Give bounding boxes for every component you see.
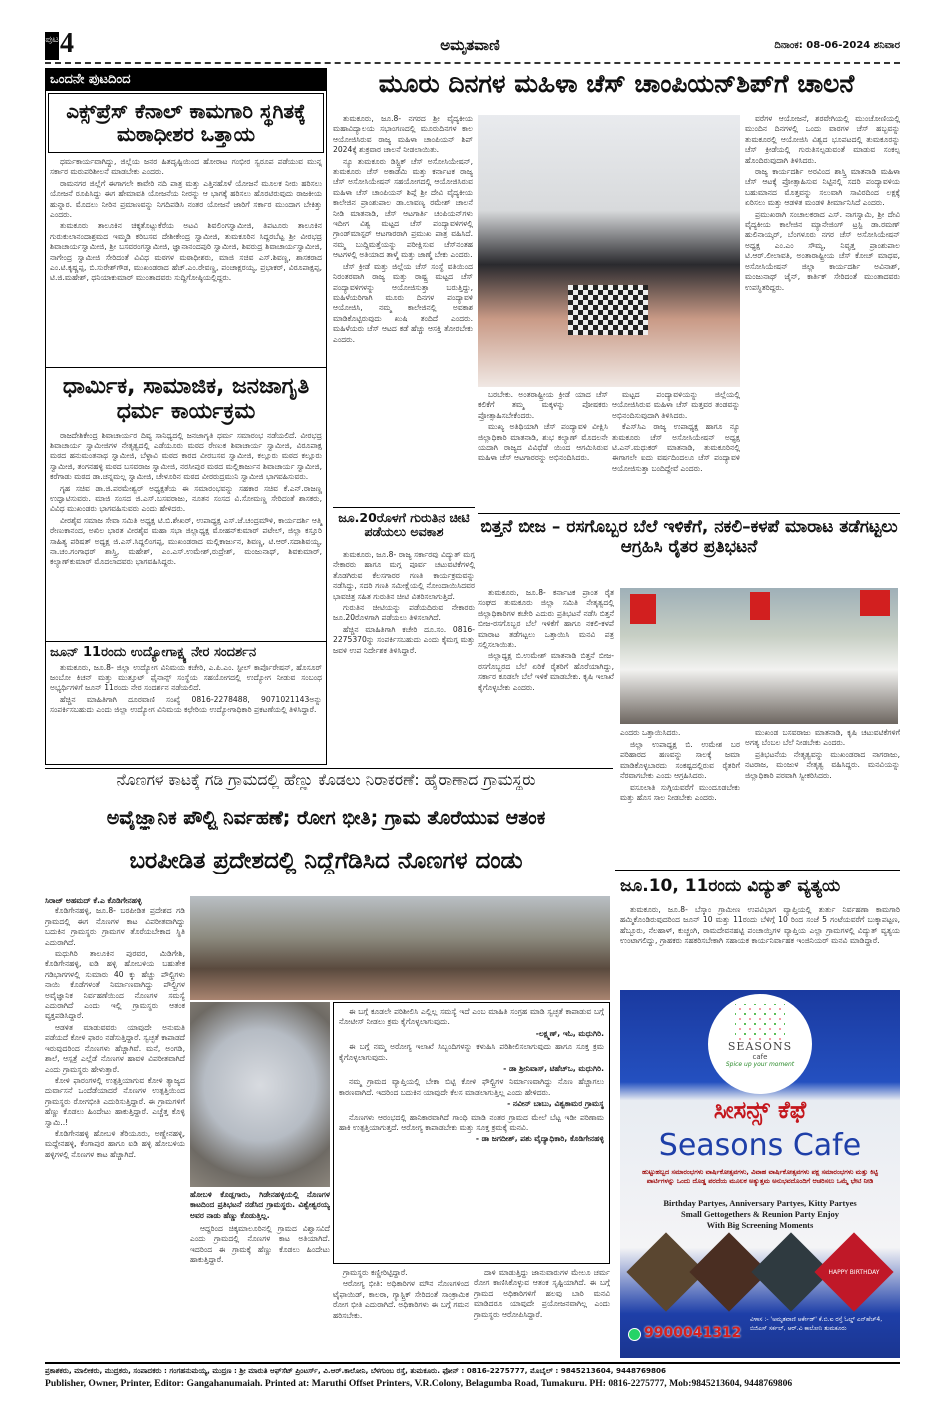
chess-col-right xyxy=(745,114,900,509)
desc-line: With Big Screening Moments xyxy=(706,1220,814,1230)
paragraph: ಪ್ರತಿಭಟನೆಯ ನೇತೃತ್ವವನ್ನು ಮುಖಂಡರಾದ ನಾಗರಾಜು, ನಟರಾಜ, ಮಂಜುಳ ನೇತೃತ್ವ ವಹಿಸಿದ್ದರು. ಮನವಿಯನ್ನು ಜಿಲ್ಲಾಧಿಕಾರಿ ಪರವಾಗಿ ಸ್ವೀಕರಿಸಿದರು. xyxy=(745,749,900,780)
chess-below-photo-2 xyxy=(612,390,740,510)
paragraph: ಮುಖಂಡ ಬಸವರಾಜು ಮಾತನಾಡಿ, ಕೃಷಿ ಚಟುವಟಿಕೆಗಳಿಗೆ ಅಗತ್ಯ ಬೆಂಬಲ ಬೆಲೆ ನೀಡಬೇಕು ಎಂದರು. xyxy=(745,728,900,748)
paragraph: ತುಮಕೂರು, ಜೂ.8- ರಾಜ್ಯ ಸರ್ಕಾರವು ವಿದ್ಯುತ್ ಮಗ್ಗ ನೇಕಾರರು ಹಾಗೂ ಮಗ್ಗ ಪೂರ್ವ ಚಟುವಟಿಕೆಗಳಲ್ಲಿ ತೊಡಗಿರುವ ಕೆಲಸಗಾರರ ಗಣತಿ ಕಾರ್ಯಕ್ರಮವನ್ನು ನಡೆಸಿದ್ದು, ಸದರಿ ಗಣತಿ ಸಮೀಕ್ಷೆಯಲ್ಲಿ ನೋಂದಾಯಿಸಿದವರ ಭಾವಚಿತ್ರ ಸಹಿತ ಗುರುತಿನ ಚೀಟಿ ವಿತರಿಸಲಾಗುತ್ತಿದೆ. xyxy=(333,550,475,601)
flies-title-2: ಬರಪೀಡಿತ ಪ್ರದೇಶದಲ್ಲಿ ನಿದ್ದೆಗೆಡಿಸಿದ ನೊಣಗಳ ದಂಡು xyxy=(129,848,523,874)
quote xyxy=(339,1042,604,1077)
cafe-logo xyxy=(708,994,812,1094)
farmers-col-1-end: ಎಂದರು ಒತ್ತಾಯಿಸಿದರು. xyxy=(620,728,681,737)
quote-author: - ಡಾ ಜಗದೀಶ್, ಪಶು ವೈದ್ಯಾಧಿಕಾರಿ, ಕೊಡಿಗೇನಹಳ್ಳಿ xyxy=(475,1134,604,1144)
photo-caption: ಹೋಬಳಿ ಕೊಡ್ಲಗಾರು, ಗಿಡೇನಹಳ್ಳಿಯಲ್ಲಿ ನೊಣಗಳ ಕಾಟದಿಂದ ಪ್ರತಿಭಟನೆ ನಡೆಸಿದ ಗ್ರಾಮಸ್ಥರು. ವಿಶ್ವೇಶ್ವರಯ್ಯ ಅವರ ನಾಡು ಹೆಣ್ಣು ಕೊಡುತ್ತಿಲ್ಲ. xyxy=(190,1190,330,1220)
paragraph: ರಾಮನಗರ ಜಿಲ್ಲೆಗೆ ಈಗಾಗಲೇ ಕಾವೇರಿ ನದಿ ಪಾತ್ರ ಮತ್ತು ಎತ್ತಿನಹೊಳೆ ಯೋಜನೆ ಮೂಲಕ ನೀರು ಹರಿಸಲು ಯೋಜನೆ ರೂಪಿಸಿದ್ದು ಈಗ ಹೇಮಾವತಿ ಯೋಜನೆಯ ನೀರನ್ನು ಆ ಭಾಗಕ್ಕೆ ಹರಿಸಲು ಹೊರಟಿರುವುದು ರಾಜಕೀಯ ಹುನ್ನಾರ. ಮೊದಲು ನೀರಿನ ಪ್ರಮಾಣವನ್ನು ನಿಗದಿಪಡಿಸಿ ನಂತರ ಯೋಜನೆ ಜಾರಿಗೆ ಸರ್ಕಾರ ಮುಂದಾಗ ಬೇಕಿತ್ತು ಎಂದರು. xyxy=(50,178,322,220)
quote-author: -ಲಕ್ಷ್ಮಣ್, ಇಓ, ಮಧುಗಿರಿ. xyxy=(535,1028,604,1038)
byline: ಸಿರಾಜ್ ಅಹಮದ್ ಕೆ.ಎ ಕೊಡಿಗೇನಹಳ್ಳಿ xyxy=(45,896,142,905)
quote xyxy=(339,1007,604,1042)
paragraph: ತುಮಕೂರು ತಾಲೂಕಿನ ಚಿಕ್ಕತೊಟ್ಲುಕೆರೆಯ ಅಟವಿ ಶಿವಲಿಂಗಸ್ವಾಮೀಜಿ, ತಿಪಟೂರು ತಾಲೂಕಿನ ಗುರುಕುಲಾನಂದಾಶ್ರಮದ ಇಮ್ಮಡಿ ಕರಿಬಸವ ದೇಶೀಕೇಂದ್ರ ಸ್ವಾಮೀಜಿ, ತುಮಕೂರಿನ ಸಿದ್ದರಬೆಟ್ಟ ಶ್ರೀ ವೀರಭದ್ರ ಶಿವಾಚಾರ್ಯಸ್ವಾಮೀಜಿ, ಶ್ರೀ ಬಸವರಂಗಸ್ವಾಮೀಜಿ, ಜ್ಞಾನಾನಂದಪುರಿ ಸ್ವಾಮೀಜಿ, ಶಿವರುದ್ರ ಶಿವಾಚಾರ್ಯಸ್ವಾಮೀಜಿ, ನಾಗೇಂದ್ರ ಸ್ವಾಮೀಜಿ ಸೇರಿದಂತೆ ವಿವಿಧ ಮಠಗಳ ಮಠಾಧೀಶರು, ಮಾಜಿ ಸಚಿವ ಎಸ್.ಶಿವಣ್ಣ, ಶಾಸಕರಾದ ಎಂ.ಟಿ.ಕೃಷ್ಣಪ್ಪ, ಬಿ.ಸುರೇಶ್‌ಗೌಡ, ಮುಖಂಡರಾದ ಹೆಚ್.ಎಂ.ರೇವಣ್ಣ, ಪಂಚಾಕ್ಷರಯ್ಯ, ಪ್ರಭಾಕರ್, ವಿರೂಪಾಕ್ಷಪ್ಪ, ಟಿ.ಜಿ.ಮಹೇಶ್, ಧನಿಯಾಕುಮಾರ್ ಮುಂತಾದವರು ಸುದ್ದಿಗೋಷ್ಠಿಯಲ್ಲಿದ್ದರು. xyxy=(50,221,322,283)
id-card-body xyxy=(333,550,475,765)
paragraph: ಧರ್ಮಕಾರ್ಯವಾಗಿದ್ದು, ಜಿಲ್ಲೆಯ ಜನರ ಹಿತದೃಷ್ಟಿಯಿಂದ ಹೋರಾಟ ಗಂಭೀರ ಸ್ವರೂಪ ಪಡೆಯುವ ಮುನ್ನ ಸರ್ಕಾರ ಮರುಪರಿಶೀಲನೆ ಮಾಡಬೇಕು ಎಂದರು. xyxy=(50,157,322,177)
farmers-col-2 xyxy=(620,740,740,868)
tree-icon xyxy=(735,1004,785,1040)
page-number-box xyxy=(45,32,59,60)
seasons-cafe-ad[interactable] xyxy=(620,990,900,1358)
paragraph: ವರೆಗಳ ಆಯೋಜನೆ, ಶರವೇಗಿಯಲ್ಲಿ ಮುಂಚೋಣಿಯಲ್ಲಿ ಮುಂದಿನ ದಿನಗಳಲ್ಲಿ ಒಂದು ವಾರಗಳ ಚೆಸ್ ಹಬ್ಬವನ್ನು ತುಮಕೂರಲ್ಲಿ ಆಯೋಜಿಸಿ ವಿಶ್ವದ ಭೂಪಟದಲ್ಲಿ ತುಮಕೂರನ್ನು ಚೆಸ್ ಕ್ರೀಡೆಯಲ್ಲಿ ಗುರುತಿಸಲ್ಪಡುವಂತೆ ಮಾಡುವ ಸಂಕಲ್ಪ ಹೊಂದಿರುವುದಾಗಿ ತಿಳಿಸಿದರು. xyxy=(745,114,900,165)
cafe-address: ವಿಳಾಸ :- 'ಅಮೃತವಾಣಿ ಆರ್ಕೇಡ್' ಕೆ.ಬಿ.ಐ ರಸ್ತೆ ಓಲ್ಡ್ ಎನ್‌ಹೆಚ್4, ಬಿಜಿಎಸ್ ಸರ್ಕಲ್, ಆರ್.ವಿ ಕಾಲೋನಿ ತುಮಕೂರು xyxy=(750,1316,883,1332)
paragraph: ಬರಬೇಕು. ಅಂತರಾಷ್ಟ್ರೀಯ ಕ್ರೀಡೆ ಯಾದ ಚೆಸ್ ಕಲಿಕೆಗೆ ತಮ್ಮ ಮಕ್ಕಳನ್ನು ಪೋಷಕರು ಪ್ರೋತ್ಸಾಹಿಸಬೇಕೆಂದರು. xyxy=(478,390,608,420)
desc-line: Small Gettogethers & Reunion Party Enjoy xyxy=(681,1209,839,1219)
paragraph: ಮಧುಗಿರಿ ತಾಲೂಕಿನ ಪುರವರ, ಮಿಡಿಗೇಶಿ, ಕೊಡಿಗೇನಹಳ್ಳಿ, ಐಡಿ ಹಳ್ಳಿ ಹೋಬಳಿಯ ಬಹುತೇಕ ಗಡಿಭಾಗಗಳಲ್ಲಿ ಸುಮಾರು 40 ಕ್ಕು ಹೆಚ್ಚು ಪೌಲ್ಟ್ರಿಗಳು ನಾಯಿ ಕೊಡೆಗಳಂತೆ ನಿರ್ಮಾಣವಾಗಿದ್ದು ಪೌಲ್ಟ್ರಿಗಳ ಅವೈಜ್ಞಾನಿಕ ನಿರ್ವಹಣೆಯಿಂದ ನೊಣಗಳ ಸಮಸ್ಯೆ ಎದುರಾಗಿದೆ ಎಂದು ಇಲ್ಲಿ ಗ್ರಾಮಸ್ಥರು ಆತಂಕ ವ್ಯಕ್ತಪಡಿಸಿದ್ದಾರೆ. xyxy=(45,949,185,1021)
farmers-col-1 xyxy=(478,588,614,766)
quotes-box xyxy=(333,1002,610,1264)
quote-author: - ನವೀನ್ ಬಾಬು, ವಿಶ್ವಕಾಮರ ಗ್ರಾಮಸ್ಥ xyxy=(507,1099,604,1109)
villagers-photo xyxy=(190,896,610,1000)
chess-headline: ಮೂರು ದಿನಗಳ ಮಹಿಳಾ ಚೆಸ್ ಚಾಂಪಿಯನ್‌ಶಿಪ್‌ಗೆ ಚಾಲನೆ xyxy=(378,70,855,98)
paragraph: ಆದ್ದರಿಂದ ಚಿಕ್ಕಮಾಲೂರಿನಲ್ಲಿ ಗ್ರಾಮದ ವಿಶ್ವಾಸವಿದೆ ಎಂದು ಗ್ರಾಮದಲ್ಲಿ ನೊಣಗಳ ಕಾಟ ಅತಿಯಾಗಿದೆ. ಇದರಿಂದ ಈ ಗ್ರಾಮಕ್ಕೆ ಹೆಣ್ಣು ಕೊಡಲು ಹಿಂದೇಟು ಹಾಕುತ್ತಿದ್ದಾರೆ. xyxy=(190,1224,330,1265)
chess-below-photo-1 xyxy=(478,390,608,510)
cafe-phone[interactable]: 9900041312 xyxy=(644,1325,742,1341)
cafe-description-english xyxy=(620,1198,900,1231)
header-divider xyxy=(45,62,900,64)
ad-photo-strip xyxy=(638,1244,882,1306)
birthday-banner: HAPPY BIRTHDAY xyxy=(828,1268,880,1276)
quote-text: ಈ ಬಗ್ಗೆ ನಮ್ಮ ಅರೋಗ್ಯ ಇಲಾಖೆ ಸಿಬ್ಬಂದಿಗಳನ್ನು ಕಳುಹಿಸಿ ಪರಿಶೀಲಿಸಲಾಗುವುದು ಹಾಗೂ ಸೂಕ್ತ ಕ್ರಮ ಕೈಗೊಳ್ಳಲಾಗುವುದು. xyxy=(339,1042,604,1062)
flies-photo xyxy=(190,1002,330,1187)
paragraph: ಹೆಚ್ಚಿನ ಮಾಹಿತಿಗಾಗಿ ದೂರವಾಣಿ ಸಂಖ್ಯೆ 0816-2278488, 9071021143ಅನ್ನು ಸಂಪರ್ಕಿಸಬಹುದು ಎಂದು ಜಿಲ್ಲಾ ಉದ್ಯೋಗ ವಿನಿಮಯ ಕಛೇರಿಯ ಉದ್ಯೋಗಾಧಿಕಾರಿ ಪ್ರಕಟಣೆಯಲ್ಲಿ ತಿಳಿಸಿದ್ದಾರೆ. xyxy=(50,694,322,715)
paragraph: ಗೃಹ ಸಚಿವ ಡಾ.ಜಿ.ಪರಮೇಶ್ವರ್ ಅಧ್ಯಕ್ಷತೆಯ ಈ ಸಮಾರಂಭವನ್ನು ಸಹಕಾರ ಸಚಿವ ಕೆ.ಎನ್.ರಾಜಣ್ಣ ಉದ್ಘಾಟಿಸುವರು. ಮಾಜಿ ಸಂಸದ ಜಿ.ಎಸ್.ಬಸವರಾಜು, ನೂತನ ಸಂಸದ ವಿ.ಸೋಮಣ್ಣ ಸೇರಿದಂತೆ ಶಾಸಕರು, ವಿವಿಧ ಮುಖಂಡರು ಭಾಗವಹಿಸುವರು ಎಂದು ಹೇಳಿದರು. xyxy=(50,483,322,514)
logo-sub: cafe xyxy=(752,1053,768,1061)
article-canal-title: ಎಕ್ಸ್‌ಪ್ರೆಸ್ ಕೆನಾಲ್ ಕಾಮಗಾರಿ ಸ್ಥಗಿತಕ್ಕೆ ಮಠಾಧೀಶರ ಒತ್ತಾಯ xyxy=(48,93,324,153)
article-job-body xyxy=(46,663,326,747)
quote-author: - ಡಾ ಶ್ರೀನಿವಾಸ್, ಟಿಹೆಚ್ಒ, ಮಧುಗಿರಿ. xyxy=(503,1064,604,1074)
paragraph: ಮಟ್ಟದ ಪಂದ್ಯಾವಳಿಯನ್ನು ಜಿಲ್ಲೆಯಲ್ಲಿ ಆಯೋಜಿಸಿರುವ ಮಹಿಳಾ ಚೆಸ್ ಮತ್ತವರ ತಂಡವನ್ನು ಅಭಿನಂದಿಸುವುದಾಗಿ ತಿಳಿಸಿದರು. xyxy=(612,390,740,420)
footer-kannada: ಪ್ರಕಾಶಕರು, ಮಾಲೀಕರು, ಮುದ್ರಕರು, ಸಂಪಾದಕರು : ಗಂಗಹನುಮಯ್ಯ, ಮುದ್ರಣ : ಶ್ರೀ ಮಾರುತಿ ಆಫ್‌ಸೆಟ್ ಪ್ರಿಂಟರ್ಸ್, ವಿ.ಆರ್.ಕಾಲೋನಿ, ಬೆಳಗುಂಬ ರಸ್ತೆ, ತುಮಕೂರು. ಫೋನ್ : 0816-2275777, ಮೊಬೈಲ್ : 9845213604, 9448769806 xyxy=(45,1366,667,1375)
continued-label: ಒಂದನೇ ಪುಟದಿಂದ xyxy=(46,69,326,91)
logo-name: SEASONS xyxy=(727,1040,793,1053)
paragraph: ಕೋಳಿ ಫಾರಂಗಳಲ್ಲಿ ಉತ್ಪತ್ತಿಯಾಗುವ ಕೋಳಿ ತ್ಯಾಜ್ಯದ ದುರ್ವಾಸನೆ ಒಂದೆಡೆಯಾದರೆ ನೊಣಗಳ ಉತ್ಪತ್ತಿಯಿಂದ ಗ್ರಾಮಸ್ಥರು ರೋಗಭೀತಿ ಎದುರಿಸುತ್ತಿದ್ದಾರೆ. ಈ ಗ್ರಾಮಗಳಿಗೆ ಹೆಣ್ಣು ಕೊಡಲು ಹಿಂದೇಟು ಹಾಕುತ್ತಿದ್ದಾರೆ. ಎಚ್ಚೆತ್ತ ಕೊಳ್ಳಿ ಸ್ವಾಮಿ..! xyxy=(45,1075,185,1127)
quote-text: ಈ ಬಗ್ಗೆ ಕೂಡಲೇ ಪರಿಶೀಲಿಸಿ ಎಲ್ಲಿಲ್ಲ ಸಮಸ್ಯೆ ಇದೆ ಎಂಬ ಮಾಹಿತಿ ಸಂಗ್ರಹ ಮಾಡಿ ಸ್ವಚ್ಛತೆ ಕಾಪಾಡುವ ಬಗ್ಗೆ ನೋಟೀಸ್ ನೀಡಲು ಕ್ರಮ ಕೈಗೊಳ್ಳಲಾಗುವುದು. xyxy=(339,1007,604,1027)
paragraph: ಮುಖ್ಯ ಅತಿಥಿಯಾಗಿ ಚೆಸ್ ಪಂದ್ಯಾವಳಿ ವೀಕ್ಷಿಸಿ ಜಿಲ್ಲಾಧಿಕಾರಿ ಮಾತನಾಡಿ, ಶುಭ ಕಲ್ಯಾಣ್ ಮೊದಲನೇ ಯದಾಗಿ ರಾಜ್ಯದ ವಿವಿಧೆಡೆ ಯಿಂದ ಆಗಮಿಸಿರುವ ಮಹಿಳಾ ಚೆಸ್ ಆಟಗಾರರನ್ನು ಅಭಿನಂದಿಸಿದರು. xyxy=(478,422,608,463)
left-column xyxy=(45,68,327,765)
paragraph: ಗುರುತಿನ ಚೀಟಿಯನ್ನು ಪಡೆಯದಿರುವ ನೇಕಾರರು ಜೂ.20ರೊಳಗಾಗಿ ಪಡೆಯಲು ತಿಳಿಸಲಾಗಿದೆ. xyxy=(333,603,475,623)
paragraph: ವಸೂಲಾತಿ ಸುಗ್ಗಿಯವರೆಗೆ ಮುಂದೂಡಬೇಕು ಮತ್ತು ಹೊಸ ಸಾಲ ನೀಡಬೇಕು ಎಂದರು. xyxy=(620,782,740,803)
paragraph: ಚೆಸ್ ಕ್ರೀಡೆ ಮತ್ತು ಜಿಲ್ಲೆಯ ಚೆಸ್ ಸಂಸ್ಥೆ ವತಿಯಿಂದ ನಿರಂತರವಾಗಿ ರಾಜ್ಯ ಮತ್ತು ರಾಷ್ಟ್ರ ಮಟ್ಟದ ಚೆಸ್ ಪಂದ್ಯಾವಳಿಗಳನ್ನು ಆಯೋಜಿಸುತ್ತಾ ಬರುತ್ತಿದ್ದು, ಮಹಿಳೆಯರಿಗಾಗಿ ಮೂರು ದಿನಗಳ ಪಂದ್ಯಾವಳಿ ಆಯೋಜಿಸಿ, ನಮ್ಮ ಕಾಲೇಜಿನಲ್ಲಿ ಅವಕಾಶ ಮಾಡಿಕೊಟ್ಟಿರುವುದು ಖುಷಿ ತಂದಿದೆ ಎಂದರು. ಮಹಿಳೆಯರು ಚೆಸ್ ಆಟದ ಕಡೆ ಹೆಚ್ಚು ಆಸಕ್ತಿ ತೋರಬೇಕು ಎಂದರು. xyxy=(333,261,473,344)
ad-photo-birthday xyxy=(814,1232,893,1311)
paragraph: ರಾಜದೇಶಿಕೇಂದ್ರ ಶಿವಾಚಾರ್ಯರ ದಿವ್ಯ ಸಾನಿಧ್ಯದಲ್ಲಿ ಜನಜಾಗೃತಿ ಧರ್ಮ ಸಮಾರಂಭ ನಡೆಯಲಿದೆ. ವೀರಭದ್ರ ಶಿವಾಚಾರ್ಯ ಸ್ವಾಮೀಜಿಗಳ ನೇತೃತ್ವದಲ್ಲಿ ಎಡೆಯೂರು ಮಠದ ರೇಣುಕ ಶಿವಾಚಾರ್ಯ ಸ್ವಾಮೀಜಿ, ವಿರೂಪಾಕ್ಷ ಮಠದ ಹನುಮಂತನಾಥ ಸ್ವಾಮೀಜಿ, ಬೆಳ್ಳಾವಿ ಮಠದ ಕಾರದ ವೀರಬಸವ ಸ್ವಾಮೀಜಿ, ಕಲ್ಲೂರು ಮಠದ ಕಲ್ಲೂರು ಸ್ವಾಮೀಜಿ, ತಂಗನಹಳ್ಳಿ ಮಠದ ಬಸವರಾಜ ಸ್ವಾಮೀಜಿ, ನರಸೀಪುರ ಮಠದ ಮಲ್ಲಿಕಾರ್ಜುನ ಶಿವಾಚಾರ್ಯ ಸ್ವಾಮೀಜಿ, ಕರೆಗಾಡು ಮಠದ ಡಾ.ಚನ್ನಮಲ್ಲ ಸ್ವಾಮೀಜಿ, ಚೇಳೂರಿನ ಮಠದ ವೀರರುದ್ರಮುನಿ ಸ್ವಾಮೀಜಿ ಭಾಗವಹಿಸುವರು. xyxy=(50,430,322,482)
flies-kicker: ನೊಣಗಳ ಕಾಟಕ್ಕೆ ಗಡಿ ಗ್ರಾಮದಲ್ಲಿ ಹೆಣ್ಣು ಕೊಡಲು ನಿರಾಕರಣೆ: ಹೈರಾಣಾದ ಗ್ರಾಮಸ್ಥರು xyxy=(116,772,536,789)
paragraph: ತುಮಕೂರು, ಜೂ.8- ಕರ್ನಾಟಕ ಪ್ರಾಂತ ರೈತ ಸಂಘದ ತುಮಕೂರು ಜಿಲ್ಲಾ ಸಮಿತಿ ನೇತೃತ್ವದಲ್ಲಿ ಜಿಲ್ಲಾಧಿಕಾರಿಗಳ ಕಚೇರಿ ಎದುರು ಪ್ರತಿಭಟನೆ ನಡೆಸಿ ಬಿತ್ತನೆ ಬೀಜ-ರಸಗೊಬ್ಬರ ಬೆಲೆ ಇಳಿಕೆಗೆ ಹಾಗೂ ನಕಲಿ-ಕಳಪೆ ಮಾರಾಟ ತಡೆಗಟ್ಟಲು ಒತ್ತಾಯಿಸಿ ಮನವಿ ಪತ್ರ ಸಲ್ಲಿಸಲಾಯಿತು. xyxy=(478,588,614,650)
flies-caption-body xyxy=(190,1224,330,1360)
cafe-name-kannada: ಸೀಸನ್ಸ್ ಕೆಫೆ xyxy=(713,1096,807,1124)
paragraph: ದಾಳಿ ಮಾಡುತ್ತಿದ್ದು ಜಾನುವಾರುಗಳ ಮೇಲೂ ಚರ್ಮ ರೋಗ ಕಾಣಿಸಿಕೊಳ್ಳುವ ಆತಂಕ ಸೃಷ್ಟಿಯಾಗಿದೆ. ಈ ಬಗ್ಗೆ ಗ್ರಾಮದ ಅಧಿಕಾರಿಗಳಿಗೆ ಹಲವು ಬಾರಿ ಮನವಿ ಮಾಡಿದರೂ ಯಾವುದೇ ಪ್ರಯೋಜನವಾಗಿಲ್ಲ ಎಂದು ಗ್ರಾಮಸ್ಥರು ಆರೋಪಿಸಿದ್ದಾರೆ. xyxy=(474,1268,610,1319)
paragraph: ರಾಜ್ಯ ಕಾರ್ಯದರ್ಶಿ ಅರವಿಂದ ಶಾಸ್ತ್ರಿ ಮಾತನಾಡಿ ಮಹಿಳಾ ಚೆಸ್ ಆಟಕ್ಕೆ ಪ್ರೋತ್ಸಾಹಿಸುವ ನಿಟ್ಟಿನಲ್ಲಿ ಸದರಿ ಪಂದ್ಯಾವಳಿಯ ಬಹುಮಾನದ ಮೊತ್ತವನ್ನು ಸಲುವಾಗಿ ಸಾವಿರದಿಂದ ಲಕ್ಷಕ್ಕೆ ಏರಿಸಲು ಮತ್ತು ಆಡಳಿತ ಮಂಡಳಿ ತೀರ್ಮಾನಿಸಿದೆ ಎಂದರು. xyxy=(745,167,900,208)
tagline: Spice up your moment xyxy=(725,1061,795,1068)
paragraph: ವೀರಶೈವ ಸಮಾಜ ಸೇವಾ ಸಮಿತಿ ಅಧ್ಯಕ್ಷ ಟಿ.ಬಿ.ಶೇಖರ್, ಉಪಾಧ್ಯಕ್ಷ ಎಸ್.ಜೆ.ಚಂದ್ರಮೌಳಿ, ಕಾರ್ಯದರ್ಶಿ ಆತ್ಮಿ ರೇಣುಕಾನಂದ, ಅಖಿಲ ಭಾರತ ವೀರಶೈವ ಮಹಾ ಸಭಾ ಜಿಲ್ಲಾಧ್ಯಕ್ಷ ಮೋಹನ್‌ಕುಮಾರ್ ಪಟೇಲ್, ಜಿಲ್ಲಾ ಕಸ್ತೂರಿ ಸಾಹಿತ್ಯ ಪರಿಷತ್ ಅಧ್ಯಕ್ಷ ಜಿ.ಎಸ್.ಸಿದ್ದಲಿಂಗಪ್ಪ, ಮುಖಂಡರಾದ ಮಲ್ಲಿಕಾರ್ಜುನ, ಶಿವಣ್ಣ, ಟಿ.ಆರ್.ಸದಾಶಿವಯ್ಯ, ನಾ.ಚಂ.ಗಂಗಾಧರ್ ಶಾಸ್ತ್ರಿ, ಮಹೇಶ್, ಎಂ.ಎಸ್.ಉಮೇಶ್,ರುದ್ರೇಶ್, ಮಂಜುನಾಥ್, ಶಿವಕುಮಾರ್, ಕಲ್ಯಾಣ್‌ಕುಮಾರ್ ಮೊದಲಾದವರು ಭಾಗವಹಿಸಿದ್ದರು. xyxy=(50,515,322,567)
chessboard xyxy=(568,285,648,335)
quote xyxy=(339,1113,604,1145)
article-religious-title: ಧಾರ್ಮಿಕ, ಸಾಮಾಜಿಕ, ಜನಜಾಗೃತಿ ಧರ್ಮ ಕಾರ್ಯಕ್ರಮ xyxy=(62,374,310,425)
date: ದಿನಾಂಕ: 08-06-2024 ಶನಿವಾರ xyxy=(774,40,900,51)
paragraph: ಪ್ರಮುಖರಾಗಿ ಸಂಚಾಲಕರಾದ ಎಸ್. ನಾಗಸ್ವಾಮಿ, ಶ್ರೀ ದೇವಿ ವೈದ್ಯಕೀಯ ಕಾಲೇಜಿನ ಮ್ಯಾನೇಜಿಂಗ್ ಟ್ರಸ್ಟಿ ಡಾ.ರಮಣ್ ಹುಲಿನಾಯ್ಕರ್, ಬೆಂಗಳೂರು ನಗರ ಚೆಸ್ ಅಸೋಸಿಯೇಷನ್ ಅಧ್ಯಕ್ಷ ಎಂ.ಎಂ ಸೌಮ್ಯ, ನಿವೃತ್ತ ಪ್ರಾಂಶುಪಾಲ ಟಿ.ಆರ್.ಲೀಲಾವತಿ, ಅಂತಾರಾಷ್ಟ್ರೀಯ ಚೆಸ್ ಕೋಚ್ ಮಾಧವ, ಅಸೋಸಿಯೇಷನ್ ಜಿಲ್ಲಾ ಕಾರ್ಯದರ್ಶಿ ಅವಿನಾಶ್, ಮಂಜುನಾಥ್ ಜೈನ್, ಕಾರ್ತಿಕ್ ಸೇರಿದಂತೆ ಮುಂತಾದವರು ಉಪಸ್ಥಿತರಿದ್ದರು. xyxy=(745,209,900,292)
paragraph: ತುಮಕೂರು, ಜೂ.8- ನಗರದ ಶ್ರೀ ವೈದ್ಯಕೀಯ ಮಹಾವಿದ್ಯಾಲಯ ಸಭಾಂಗಣದಲ್ಲಿ ಮೂರುದಿನಗಳ ಕಾಲ ಆಯೋಜಿಸಿರುವ ರಾಜ್ಯ ಮಹಿಳಾ ಚಾಂಪಿಯನ್ ಶಿಪ್ 2024ಕ್ಕೆ ಶುಕ್ರವಾರ ಚಾಲನೆ ನೀಡಲಾಯಿತು. xyxy=(333,114,473,155)
paragraph: ಹೆಚ್ಚಿನ ಮಾಹಿತಿಗಾಗಿ ಕಚೇರಿ ದೂ.ಸಂ. 0816-2275370ನ್ನು ಸಂಪರ್ಕಿಸಬಹುದು ಎಂದು ಕೈಮಗ್ಗ ಮತ್ತು ಜವಳಿ ಉಪ ನಿರ್ದೇಶಕ ತಿಳಿಸಿದ್ದಾರೆ. xyxy=(333,624,475,655)
paragraph: ಆರೋಗ್ಯ ಭೀತಿ: ಅಧಿಕಾರಿಗಳ ಮೌನ ನೊಣಗಳಿಂದ ಟೈಫಾಯಿಡ್, ಕಾಲರಾ, ಗ್ಯಾಸ್ಟ್ರಿಕ್ ಸೇರಿದಂತೆ ಸಾಂಕ್ರಾಮಿಕ ರೋಗ ಭೀತಿ ಎದುರಾಗಿದೆ. ಅಧಿಕಾರಿಗಳು ಈ ಬಗ್ಗೆ ಗಮನ ಹರಿಸಬೇಕು. xyxy=(333,1279,469,1320)
paragraph: ತುಮಕೂರು, ಜೂ.8- ಜಿಲ್ಲಾ ಉದ್ಯೋಗ ವಿನಿಮಯ ಕಚೇರಿ, ಎ.ಪಿ.ಎಂ. ಸ್ಟೀಲ್ ಕಾರ್ಪೊರೇಷನ್, ಹೊಸೂರ್ ಜಂಬೋ ಕಿಚನ್ ಮತ್ತು ಮುತ್ತೂಟ್ ಫೈನಾನ್ಸ್ ಸಂಸ್ಥೆಯ ಸಹಯೋಗದಲ್ಲಿ ಉದ್ಯೋಗ ನೀಡುವ ಸಂಬಂಧ ಅಭ್ಯರ್ಥಿಗಳಿಗೆ ಜೂನ್ 11ರಂದು ನೇರ ಸಂದರ್ಶನ ನಡೆಯಲಿದೆ. xyxy=(50,662,322,693)
paragraph: ಆಡಳಿತ ಮಾಡುವವರು ಯಾವುದೇ ಅನುಮತಿ ಪಡೆಯದೆ ಕೋಳಿ ಫಾರಂ ನಡೆಸುತ್ತಿದ್ದಾರೆ. ಸ್ವಚ್ಛತೆ ಕಾಪಾಡದೆ ಇರುವುದರಿಂದ ನೊಣಗಳು ಹೆಚ್ಚಾಗಿವೆ. ಮನೆ, ಅಂಗಡಿ, ಶಾಲೆ, ಆಸ್ಪತ್ರೆ ಎಲ್ಲೆಡೆ ನೊಣಗಳ ಹಾವಳಿ ವಿಪರೀತವಾಗಿದೆ ಎಂದು ಗ್ರಾಮಸ್ಥರು ಹೇಳುತ್ತಾರೆ. xyxy=(45,1022,185,1074)
paragraph: ಕೆಎಸ್‌ಸಿಎ ರಾಜ್ಯ ಉಪಾಧ್ಯಕ್ಷ ಹಾಗೂ ನ್ಯೂ ತುಮಕೂರು ಚೆಸ್ ಅಸೋಸಿಯೇಷನ್ ಅಧ್ಯಕ್ಷ ಟಿ.ಎನ್.ಮಧುಕರ್ ಮಾತನಾಡಿ, ತುಮಕೂರಿನಲ್ಲಿ ಈಗಾಗಲೇ ಐದು ವರ್ಷದಿಂದಲೂ ಚೆಸ್ ಪಂದ್ಯಾವಳಿ ಆಯೋಜಿಸುತ್ತಾ ಬಂದಿದ್ದೇವೆ ಎಂದರು. xyxy=(612,422,740,473)
article-religious-body xyxy=(46,431,326,641)
flies-bottom-col-1 xyxy=(333,1268,469,1360)
flies-bottom-col-2 xyxy=(474,1268,610,1360)
paragraph: ಜಿಲ್ಲಾಧ್ಯಕ್ಷ ಬಿ.ಉಮೇಶ್ ಮಾತನಾಡಿ ಬಿತ್ತನೆ ಬೀಜ-ರಸಗೊಬ್ಬರದ ಬೆಲೆ ಏರಿಕೆ ರೈತರಿಗೆ ಹೊರೆಯಾಗಿದ್ದು, ಸರ್ಕಾರ ಕೂಡಲೇ ಬೆಲೆ ಇಳಿಕೆ ಮಾಡಬೇಕು. ಕೃಷಿ ಇಲಾಖೆ ಕೈಗೊಳ್ಳಬೇಕು ಎಂದರು. xyxy=(478,651,614,692)
quote-text: ನೊಣಗಳು ಆರಂಭದಲ್ಲಿ ಹಾನಿಕಾರವಾಗಿದೆ ಗಾಂಧಿ ಮಾಡಿ ನಂತರ ಗ್ರಾಮದ ಮೇಲೆ ಬೆಟ್ಟ ಇಡೀ ಪರಿಣಾಮ ಹಾಕಿ ಉತ್ಪತ್ತಿಯಾಗುತ್ತದೆ. ಆರೋಗ್ಯ ಕಾಪಾಡಬೇಕು ಮತ್ತು ಸೂಕ್ತ ಕ್ರಮಕ್ಕೆ ಮನವಿ. xyxy=(339,1112,604,1133)
paragraph: ನ್ಯೂ ತುಮಕೂರು ಡಿಸ್ಟ್ರಿಕ್ ಚೆಸ್ ಅಸೋಸಿಯೇಷನ್, ತುಮಕೂರು ಚೆಸ್ ಅಕಾಡೆಮಿ ಮತ್ತು ಕರ್ನಾಟಕ ರಾಜ್ಯ ಚೆಸ್ ಅಸೋಸಿಯೇಷನ್ ಸಹಯೋಗದಲ್ಲಿ ಆಯೋಜಿಸಿರುವ ಮಹಿಳಾ ಚೆಸ್ ಚಾಂಪಿಯನ್ ಶಿಪ್ಗೆ ಶ್ರೀ ದೇವಿ ವೈದ್ಯಕೀಯ ಕಾಲೇಜಿನ ಪ್ರಾಂಶುಪಾಲ ಡಾ.ಲಾವಣ್ಯ ರಮೇಶ್ ಚಾಲನೆ ನೀಡಿ ಮಾತನಾಡಿ, ಚೆಸ್ ಆಟಗಾರ್ತಿ ಚಂಪಿಯನ್‌ಗಳು ಇದೀಗ ವಿಶ್ವ ಮಟ್ಟದ ಚೆಸ್ ಪಂದ್ಯಾವಳಿಗಳಲ್ಲಿ ಗ್ರಾಂಡ್‌ಮಾಸ್ಟರ್ ಆಟಗಾರರಾಗಿ ಪ್ರಮುಖ ಪಾತ್ರ ವಹಿಸಿದೆ. ನಮ್ಮ ಬುದ್ದಿಮತ್ತೆಯನ್ನು ಪರೀಕ್ಷಿಸುವ ಚೆಸ್‌ನಂತಹ ಆಟಗಳಲ್ಲಿ ಅತಿಯಾದ ತಾಳ್ಮೆ ಮತ್ತು ಜಾಣ್ಮೆ ಬೇಕು ಎಂದರು. xyxy=(333,156,473,260)
power-headline: ಜೂ.10, 11ರಂದು ವಿದ್ಯುತ್ ವ್ಯತ್ಯಯ xyxy=(620,876,841,896)
paragraph: ಗ್ರಾಮಸ್ಥರು ಕಣ್ಣೀರಿಟ್ಟಿದ್ದಾರೆ. xyxy=(343,1268,408,1277)
paragraph: ಜಿಲ್ಲಾ ಉಪಾಧ್ಯಕ್ಷ ಬಿ. ಉಮೇಶ ಬರ ಪರಿಹಾರದ ಹಣವನ್ನು ಸಾಲಕ್ಕೆ ಜಮಾ ಮಾಡಿಕೊಳ್ಳಬಾರದು ಸಂಕಷ್ಟದಲ್ಲಿರುವ ರೈತರಿಗೆ ನೆರವಾಗಬೇಕು ಎಂದು ಆಗ್ರಹಿಸಿದರು. xyxy=(620,740,740,781)
chess-photo xyxy=(478,115,740,387)
farmers-col-3 xyxy=(745,728,900,868)
farmers-photo xyxy=(620,588,898,724)
paragraph: ಕೊಡಿಗೇನಹಳ್ಳಿ, ಜೂ.8- ಬರಪೀಡಿತ ಪ್ರದೇಶದ ಗಡಿ ಗ್ರಾಮದಲ್ಲಿ ಈಗ ನೊಣಗಳ ಕಾಟ ವಿಪರೀತವಾಗಿದ್ದು ಬದುಕಿನ ಗ್ರಾಮಸ್ಥರು ಗ್ರಾಮಗಳ ತೊರೆಯಬೇಕಾದ ಸ್ಥಿತಿ ಎದುರಾಗಿದೆ. xyxy=(45,906,185,947)
paper-name: ಅಮೃತವಾಣಿ xyxy=(440,36,500,54)
paragraph: ಕೊಡಿಗೇನಹಳ್ಳಿ ಹೋಬಳಿ ತೆರಿಯೂರು, ಅಣ್ಣೇನಹಳ್ಳಿ, ಮದ್ದೇನಹಳ್ಳಿ, ಕೆಂಗಾಪುರ ಹಾಗೂ ಐಡಿ ಹಳ್ಳಿ ಹೋಬಳಿಯ ಹಳ್ಳಿಗಳಲ್ಲಿ ನೊಣಗಳ ಕಾಟ ಹೆಚ್ಚಾಗಿದೆ. xyxy=(45,1128,185,1159)
article-job-title: ಜೂನ್ 11ರಂದು ಉದ್ಯೋಗಾಕ್ಷ್ಯ ನೇರ ಸಂದರ್ಶನ xyxy=(50,644,257,660)
desc-line: Birthday Partyes, Anniversary Partyes, Kitty Partyes xyxy=(663,1198,857,1208)
paragraph: ತುಮಕೂರು, ಜೂ.8- ಬೆಸ್ಕಾಂ ಗ್ರಾಮೀಣ ಉಪವಿಭಾಗ ವ್ಯಾಪ್ತಿಯಲ್ಲಿ ತುರ್ತು ನಿರ್ವಹಣಾ ಕಾಮಗಾರಿ ಹಮ್ಮಿಕೊಂಡಿರುವುದರಿಂದ ಜೂನ್ 10 ಮತ್ತು 11ರಂದು ಬೆಳಿಗ್ಗೆ 10 ರಿಂದ ಸಂಜೆ 5 ಗಂಟೆಯವರೆಗೆ ಬುಕ್ಕಾಪಟ್ಟಣ, ಹೆಬ್ಬೂರು, ನೆಲಹಾಳ್, ಕುಚ್ಚಂಗಿ, ರಾಮದೇವನಹಟ್ಟಿ ಪಂಚಾಯ್ತಿಗಳ ವ್ಯಾಪ್ತಿಯ ಎಲ್ಲಾ ಗ್ರಾಮಗಳಲ್ಲಿ ವಿದ್ಯುತ್ ವ್ಯತ್ಯಯ ಉಂಟಾಗಲಿದ್ದು, ಗ್ರಾಹಕರು ಸಹಕರಿಸಬೇಕಾಗಿ ಸಹಾಯಕ ಕಾರ್ಯನಿರ್ವಾಹಕ ಇಂಜಿನಿಯರ್ ಮನವಿ ಮಾಡಿದ್ದಾರೆ. xyxy=(620,905,900,946)
flies-title-1: ಅವೈಜ್ಞಾನಿಕ ಪೌಲ್ಟ್ರಿ ನಿರ್ವಹಣೆ; ರೋಗ ಭೀತಿ; ಗ್ರಾಮ ತೊರೆಯುವ ಆತಂಕ xyxy=(106,808,546,829)
cafe-description-kannada: ಹುಟ್ಟುಹಬ್ಬದ ಸಮಾರಂಭಗಳು ವಾರ್ಷಿಕೋತ್ಸವಗಳು, ವಿವಾಹ ವಾರ್ಷಿಕೋತ್ಸವಗಳು ಪಕ್ಷ ಸಮಾರಂಭಗಳು ಮತ್ತು ಕಿಟ್ಟಿ ಪಾರ್ಟಿಗಳನ್ನು ಒಂದು ದೊಡ್ಡ ಪರದೆಯ ಮೂಲಕ ಅತ್ಯುತ್ತಮ ಅನುಭವದೊಂದಿಗೆ ಆಚರಿಸಲು ಒಮ್ಮೆ ಭೇಟಿ ನೀಡಿ xyxy=(642,1168,878,1185)
footer-english: Publisher, Owner, Printer, Editor: Gangahanumaiah. Printed at: Maruthi Offset Printers, V.R.Colony, Belagumba Road, Tumakuru. PH: 0816-2275777, Mob:9845213604, 9448769806 xyxy=(45,1378,793,1389)
farmers-headline: ಬಿತ್ತನೆ ಬೀಜ – ರಸಗೊಬ್ಬರ ಬೆಲೆ ಇಳಿಕೆಗೆ, ನಕಲಿ–ಕಳಪೆ ಮಾರಾಟ ತಡೆಗಟ್ಟಲು ಆಗ್ರಹಿಸಿ ರೈತರ ಪ್ರತಿಭಟನೆ xyxy=(480,517,898,557)
cafe-name-english: Seasons Cafe xyxy=(658,1128,862,1163)
quote-text: ನಮ್ಮ ಗ್ರಾಮದ ವ್ಯಾಪ್ತಿಯಲ್ಲಿ ಬೇಕಾ ಬಿಟ್ಟಿ ಕೋಳಿ ಫೌಲ್ಟ್ರಿಗಳ ನಿರ್ಮಾಣವಾಗಿದ್ದು ನೊಣ ಹೆಚ್ಚಾಗಲು ಕಾರಣವಾಗಿದೆ. ಇದರಿಂದ ಬದುಕಿನ ಯಾವುದೇ ಕೆಲಸ ಮಾಡಲಾಗುತ್ತಿಲ್ಲ ಎಂದು ಹೇಳಿದರು. xyxy=(339,1077,604,1097)
whatsapp-icon xyxy=(628,1328,641,1341)
power-body xyxy=(620,905,900,985)
id-card-headline: ಜೂ.20ರೊಳಗೆ ಗುರುತಿನ ಚೀಟಿ ಪಡೆಯಲು ಅವಕಾಶ xyxy=(338,510,470,540)
article-canal-body xyxy=(46,155,326,367)
chess-col-1 xyxy=(333,114,473,506)
page-label: ಪುಟ xyxy=(45,35,59,45)
quote xyxy=(339,1077,604,1112)
flies-col-1 xyxy=(45,896,185,1360)
page-number: 4 xyxy=(60,28,74,59)
